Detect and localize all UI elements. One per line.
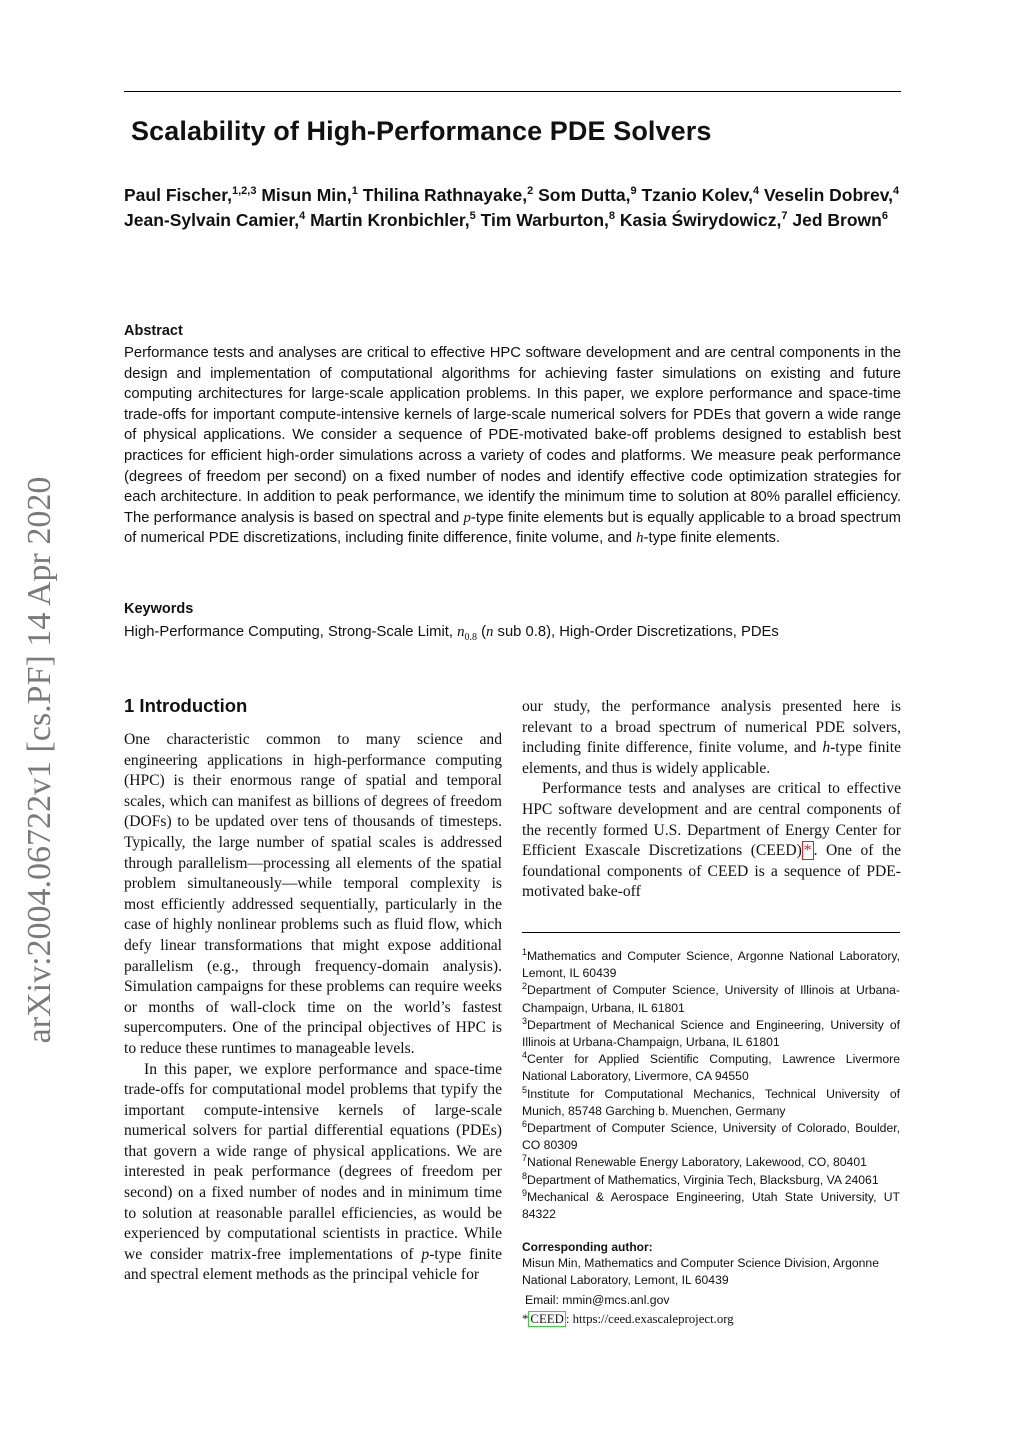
affiliation-item: $^7$National Renewable Energy Laboratory, Lakewood, CO, 80401 xyxy=(522,1153,867,1170)
corresponding-email[interactable]: Email: mmin@mcs.anl.gov xyxy=(525,1293,670,1307)
intro-paragraph: Performance tests and analyses are critical to effective HPC software development and are central components of the recently formed U.S. Department of Energy Center for Efficient Exascale Discretizations (CEED) * . One of the foundational components of CEED is a sequence of PDE-motivated bake-off xyxy=(522,780,901,901)
intro-paragraph: our study, the performance analysis presented here is relevant to a broad spectrum of numerical PDE solvers, including finite difference, finite volume, and h-type finite elements, and thus is widely applicable. xyxy=(522,698,901,777)
author: Tzanio Kolev,$^4$ xyxy=(641,185,760,205)
section-heading-introduction: 1 Introduction xyxy=(124,695,248,716)
ceed-footnote xyxy=(522,1312,734,1327)
corresponding-author-text: Misun Min, Mathematics and Computer Science Division, Argonne National Laboratory, Lemont, IL 60439 xyxy=(522,1256,879,1288)
footnote-marker: * xyxy=(522,1312,529,1326)
corresponding-author-heading: Corresponding author: xyxy=(522,1240,653,1254)
author-list xyxy=(124,183,904,233)
author: Misun Min,$^1$ xyxy=(261,185,358,205)
footnote-ref-link[interactable]: * xyxy=(803,842,812,860)
affiliation-item: $^3$Department of Mechanical Science and Engineering, University of Illinois at Urbana-Champaign, Urbana, IL 61801 xyxy=(522,1015,900,1050)
author: Thilina Rathnayake,$^2$ xyxy=(362,185,534,205)
intro-paragraph: In this paper, we explore performance and space-time trade-offs for computational model problems that typify the important compute-intensive kernels of large-scale numerical solvers for partial differential equations (PDEs) that govern a wide range of physical applications. We are interested in peak performance (degrees of freedom per second) on a fixed number of nodes and in minimum time to solution at reasonable parallel efficiencies, as would be experienced by computational scientists in practice. While we consider matrix-free implementations of p-type finite and spectral element methods as the principal vehicle for xyxy=(124,1060,502,1284)
affiliation-item: $^9$Mechanical & Aerospace Engineering, Utah State University, UT 84322 xyxy=(522,1187,900,1222)
author: Veselin Dobrev,$^4$ xyxy=(763,185,900,205)
affiliation-item: $^1$Mathematics and Computer Science, Argonne National Laboratory, Lemont, IL 60439 xyxy=(522,946,900,981)
affiliation-item: $^5$Institute for Computational Mechanics, Technical University of Munich, 85748 Garching b. Muenchen, Germany xyxy=(522,1084,900,1118)
affiliation-item: $^2$Department of Computer Science, University of Illinois at Urbana-Champaign, Urbana, IL 61801 xyxy=(522,981,900,1015)
keywords-heading: Keywords xyxy=(124,601,194,617)
intro-paragraph: One characteristic common to many science and engineering applications in high-performance computing (HPC) is their enormous range of spatial and temporal scales, which can manifest as billions of degrees of freedom (DOFs) to be updated over tens of thousands of timesteps. Typically, the large number of spatial scales is addressed through parallelism—processing all elements of the spatial problem simultaneously—while temporal complexity is most efficiently addressed sequentially, particularly in the case of highly nonlinear problems such as fluid flow, which defy linear transformations that might expose additional parallelism (e.g., through frequency-domain analysis). Simulation campaigns for these problems can require weeks or months of wall-clock time on the world’s fastest supercomputers. One of the principal objectives of HPC is to reduce these runtimes to manageable levels. xyxy=(124,731,502,1057)
affiliation-item: $^4$Center for Applied Scientific Computing, Lawrence Livermore National Laboratory, Livermore, CA 94550 xyxy=(522,1050,900,1084)
author: Som Dutta,$^9$ xyxy=(538,185,637,205)
author: Jed Brown$^6$ xyxy=(792,210,888,230)
arxiv-stamp: arXiv:2004.06722v1 [cs.PF] 14 Apr 2020 xyxy=(21,476,58,1044)
left-column xyxy=(124,730,502,1286)
affiliation-list xyxy=(522,948,900,1223)
author: Paul Fischer,$^{1,2,3}$ xyxy=(124,185,257,205)
keywords-text: High-Performance Computing, Strong-Scale Limit, $n_{0.8}$ (n sub 0.8), High-Order Discretizations, PDEs xyxy=(124,624,779,643)
ceed-link[interactable]: CEED xyxy=(530,1312,564,1326)
author: Jean-Sylvain Camier,$^4$ xyxy=(124,210,306,230)
author: Tim Warburton,$^8$ xyxy=(480,210,616,230)
author: Kasia Świrydowicz,$^7$ xyxy=(619,210,788,230)
right-column xyxy=(522,697,901,903)
footnote-rule xyxy=(522,932,900,933)
affiliation-item: $^8$Department of Mathematics, Virginia Tech, Blacksburg, VA 24061 xyxy=(522,1170,879,1187)
abstract-heading: Abstract xyxy=(124,323,183,339)
top-rule xyxy=(124,91,901,92)
paper-title: Scalability of High-Performance PDE Solvers xyxy=(131,116,712,146)
affiliation-item: $^6$Department of Computer Science, University of Colorado, Boulder, CO 80309 xyxy=(522,1118,900,1153)
abstract-text: Performance tests and analyses are critical to effective HPC software development and are central components in the design and implementation of computational algorithms for achieving faster simulations on existing and future computing architectures for large-scale application problems. In this paper, we explore performance and space-time trade-offs for important compute-intensive kernels of large-scale numerical solvers for PDEs that govern a wide range of physical applications. We consider a sequence of PDE-motivated bake-off problems designed to establish best practices for efficient high-order simulations across a variety of codes and platforms. We measure peak performance (degrees of freedom per second) on a fixed number of nodes and identify effective code optimization strategies for each architecture. In addition to peak performance, we identify the minimum time to solution at 80% parallel efficiency. The performance analysis is based on spectral and p-type finite elements but is equally applicable to a broad spectrum of numerical PDE discretizations, including finite difference, finite volume, and h-type finite elements. xyxy=(124,345,901,547)
ceed-url: : https://ceed.exascaleproject.org xyxy=(565,1312,734,1326)
author: Martin Kronbichler,$^5$ xyxy=(310,210,476,230)
